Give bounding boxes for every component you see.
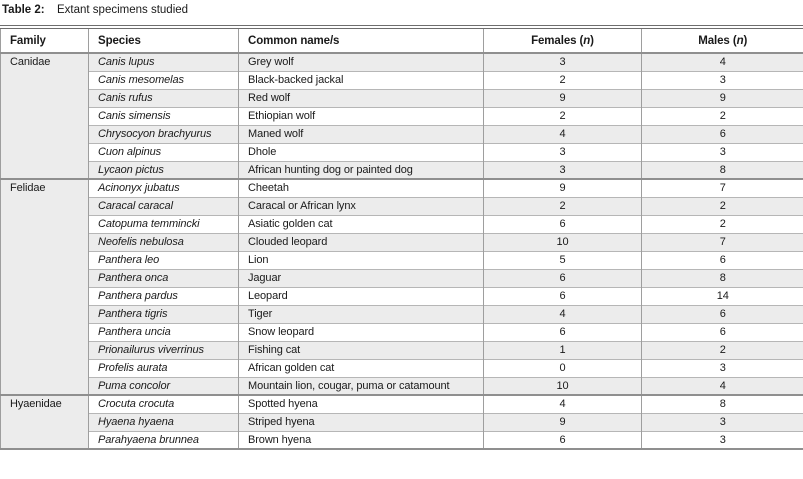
males-count-cell: 8 <box>642 395 803 413</box>
table-row <box>1 359 803 377</box>
species-cell: Puma concolor <box>89 377 239 395</box>
table-row <box>1 431 803 449</box>
females-count-cell: 3 <box>484 143 642 161</box>
table-row <box>1 341 803 359</box>
males-count-cell: 8 <box>642 161 803 179</box>
males-count-cell: 6 <box>642 125 803 143</box>
females-count-cell: 9 <box>484 413 642 431</box>
table-row <box>1 89 803 107</box>
females-count-cell: 4 <box>484 125 642 143</box>
common-name-cell: Grey wolf <box>239 53 484 71</box>
column-header-females: Females (n) <box>484 27 642 53</box>
common-name-cell: Mountain lion, cougar, puma or catamount <box>239 377 484 395</box>
table-caption-text: Extant specimens studied <box>57 4 189 16</box>
females-count-cell: 2 <box>484 197 642 215</box>
table-row <box>1 197 803 215</box>
males-count-cell: 14 <box>642 287 803 305</box>
females-count-cell: 9 <box>484 179 642 197</box>
common-name-cell: Brown hyena <box>239 431 484 449</box>
males-count-cell: 2 <box>642 215 803 233</box>
column-header-males: Males (n) <box>642 27 803 53</box>
males-count-cell: 2 <box>642 341 803 359</box>
common-name-cell: Cheetah <box>239 179 484 197</box>
common-name-cell: Clouded leopard <box>239 233 484 251</box>
table-row <box>1 161 803 179</box>
table-row <box>1 305 803 323</box>
common-name-cell: Fishing cat <box>239 341 484 359</box>
table-row <box>1 233 803 251</box>
common-name-cell: Asiatic golden cat <box>239 215 484 233</box>
common-name-cell: Dhole <box>239 143 484 161</box>
females-count-cell: 3 <box>484 53 642 71</box>
females-count-cell: 9 <box>484 89 642 107</box>
common-name-cell: Red wolf <box>239 89 484 107</box>
males-count-cell: 8 <box>642 269 803 287</box>
males-count-cell: 2 <box>642 197 803 215</box>
species-cell: Canis mesomelas <box>89 71 239 89</box>
common-name-cell: Maned wolf <box>239 125 484 143</box>
table-caption-label: Table 2: <box>2 4 45 16</box>
common-name-cell: Tiger <box>239 305 484 323</box>
females-count-cell: 6 <box>484 287 642 305</box>
females-count-cell: 1 <box>484 341 642 359</box>
females-count-cell: 6 <box>484 215 642 233</box>
common-name-cell: Caracal or African lynx <box>239 197 484 215</box>
table-row <box>1 413 803 431</box>
species-cell: Panthera tigris <box>89 305 239 323</box>
females-count-cell: 6 <box>484 269 642 287</box>
common-name-cell: African golden cat <box>239 359 484 377</box>
table-row <box>1 53 803 71</box>
females-count-cell: 10 <box>484 233 642 251</box>
table-row <box>1 251 803 269</box>
species-cell: Crocuta crocuta <box>89 395 239 413</box>
species-cell: Panthera onca <box>89 269 239 287</box>
females-count-cell: 6 <box>484 323 642 341</box>
common-name-cell: Ethiopian wolf <box>239 107 484 125</box>
males-count-cell: 3 <box>642 143 803 161</box>
females-count-cell: 4 <box>484 305 642 323</box>
males-count-cell: 4 <box>642 53 803 71</box>
common-name-cell: Leopard <box>239 287 484 305</box>
species-cell: Cuon alpinus <box>89 143 239 161</box>
common-name-cell: Jaguar <box>239 269 484 287</box>
table-row <box>1 107 803 125</box>
species-cell: Catopuma temmincki <box>89 215 239 233</box>
table-row <box>1 125 803 143</box>
species-cell: Canis lupus <box>89 53 239 71</box>
males-count-cell: 3 <box>642 359 803 377</box>
table-row <box>1 269 803 287</box>
common-name-cell: Lion <box>239 251 484 269</box>
family-cell: Hyaenidae <box>1 395 89 449</box>
species-cell: Chrysocyon brachyurus <box>89 125 239 143</box>
common-name-cell: African hunting dog or painted dog <box>239 161 484 179</box>
males-count-cell: 7 <box>642 179 803 197</box>
table-row <box>1 71 803 89</box>
species-cell: Neofelis nebulosa <box>89 233 239 251</box>
species-cell: Prionailurus viverrinus <box>89 341 239 359</box>
common-name-cell: Spotted hyena <box>239 395 484 413</box>
males-count-cell: 3 <box>642 413 803 431</box>
family-cell: Canidae <box>1 53 89 179</box>
species-cell: Canis simensis <box>89 107 239 125</box>
table-row <box>1 377 803 395</box>
females-count-cell: 4 <box>484 395 642 413</box>
specimens-table <box>0 25 803 450</box>
males-count-cell: 6 <box>642 323 803 341</box>
common-name-cell: Snow leopard <box>239 323 484 341</box>
species-cell: Panthera pardus <box>89 287 239 305</box>
table-body <box>1 53 803 449</box>
table-row <box>1 215 803 233</box>
females-count-cell: 2 <box>484 71 642 89</box>
species-cell: Canis rufus <box>89 89 239 107</box>
males-count-cell: 6 <box>642 251 803 269</box>
females-count-cell: 6 <box>484 431 642 449</box>
column-header-family: Family <box>1 27 89 53</box>
females-count-cell: 10 <box>484 377 642 395</box>
females-count-cell: 3 <box>484 161 642 179</box>
header-row <box>1 27 803 53</box>
table-row <box>1 323 803 341</box>
family-cell: Felidae <box>1 179 89 395</box>
species-cell: Profelis aurata <box>89 359 239 377</box>
males-count-cell: 3 <box>642 431 803 449</box>
table-row <box>1 143 803 161</box>
species-cell: Caracal caracal <box>89 197 239 215</box>
species-cell: Lycaon pictus <box>89 161 239 179</box>
column-header-common-name: Common name/s <box>239 27 484 53</box>
males-count-cell: 7 <box>642 233 803 251</box>
males-count-cell: 3 <box>642 71 803 89</box>
species-cell: Panthera uncia <box>89 323 239 341</box>
species-cell: Panthera leo <box>89 251 239 269</box>
species-cell: Parahyaena brunnea <box>89 431 239 449</box>
table-caption <box>0 0 803 16</box>
males-count-cell: 9 <box>642 89 803 107</box>
females-count-cell: 2 <box>484 107 642 125</box>
table-row <box>1 179 803 197</box>
males-count-cell: 6 <box>642 305 803 323</box>
column-header-species: Species <box>89 27 239 53</box>
males-count-cell: 4 <box>642 377 803 395</box>
species-cell: Hyaena hyaena <box>89 413 239 431</box>
table-header <box>1 27 803 53</box>
common-name-cell: Striped hyena <box>239 413 484 431</box>
males-count-cell: 2 <box>642 107 803 125</box>
table-row <box>1 395 803 413</box>
females-count-cell: 5 <box>484 251 642 269</box>
species-cell: Acinonyx jubatus <box>89 179 239 197</box>
females-count-cell: 0 <box>484 359 642 377</box>
table-row <box>1 287 803 305</box>
common-name-cell: Black-backed jackal <box>239 71 484 89</box>
